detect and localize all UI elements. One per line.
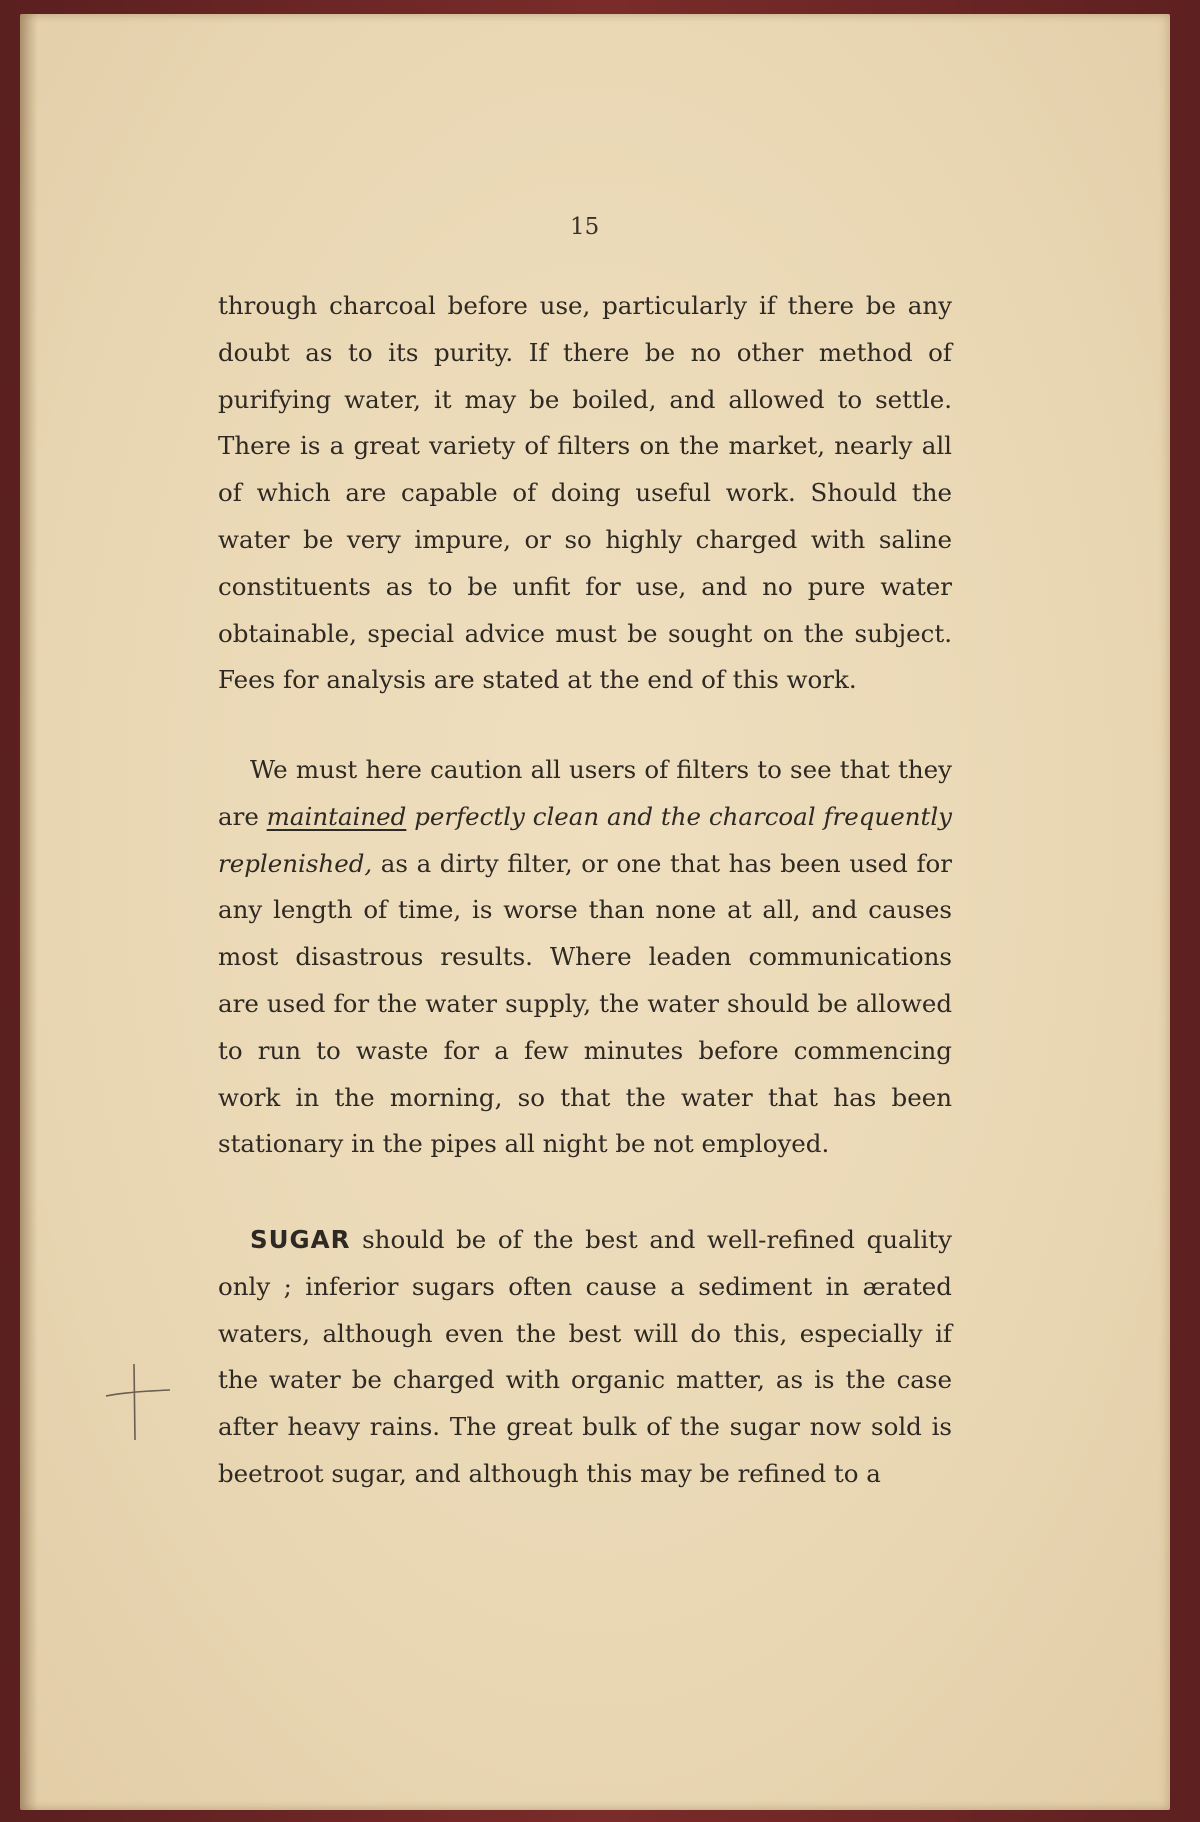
paragraph-sugar (218, 1217, 952, 1498)
pencil-cross-mark-icon (104, 1362, 174, 1442)
sugar-paragraph-text: should be of the best and well-refined quality only ; inferior sugars often cause a sediment in ærated waters, although even the best will do this, especially if the water be charged with organic matter, as is the case after heavy rains. The great bulk of the sugar now sold is beetroot sugar, and although this may be refined to a (218, 1225, 952, 1488)
italic-emphasis: perfectly clean and the charcoal frequently replenished, (218, 801, 952, 878)
page-gutter-shadow (20, 14, 38, 1810)
paragraph-charcoal-filtering: through charcoal before use, particularly if there be any doubt as to its purity. If there be no other method of purifying water, it may be boiled, and allowed to settle. There is a great variety of filters on the market, nearly all of which are capable of doing useful work. Should the water be very impure, or so highly charged with saline constituents as to be unfit for use, and no pure water obtainable, special advice must be sought on the subject. Fees for analysis are stated at the end of this work. (218, 291, 952, 695)
filter-caution-lead: We must here caution all users of filters to see that they are (218, 755, 952, 831)
underlined-word-maintained: maintained (266, 801, 407, 831)
filter-caution-rest: as a dirty filter, or one that has been used for any length of time, is worse than none at all, and causes most disastrous results. Where leaden communications are used for the water supply, the water should be allowed to run to waste for a few minutes before commencing work in the morning, so that the water that has been stationary in the pipes all night be not employed. (218, 848, 952, 1159)
section-heading-sugar: SUGAR (250, 1225, 351, 1254)
page-number: 15 (570, 214, 600, 240)
paragraph-filter-caution (218, 747, 952, 1168)
